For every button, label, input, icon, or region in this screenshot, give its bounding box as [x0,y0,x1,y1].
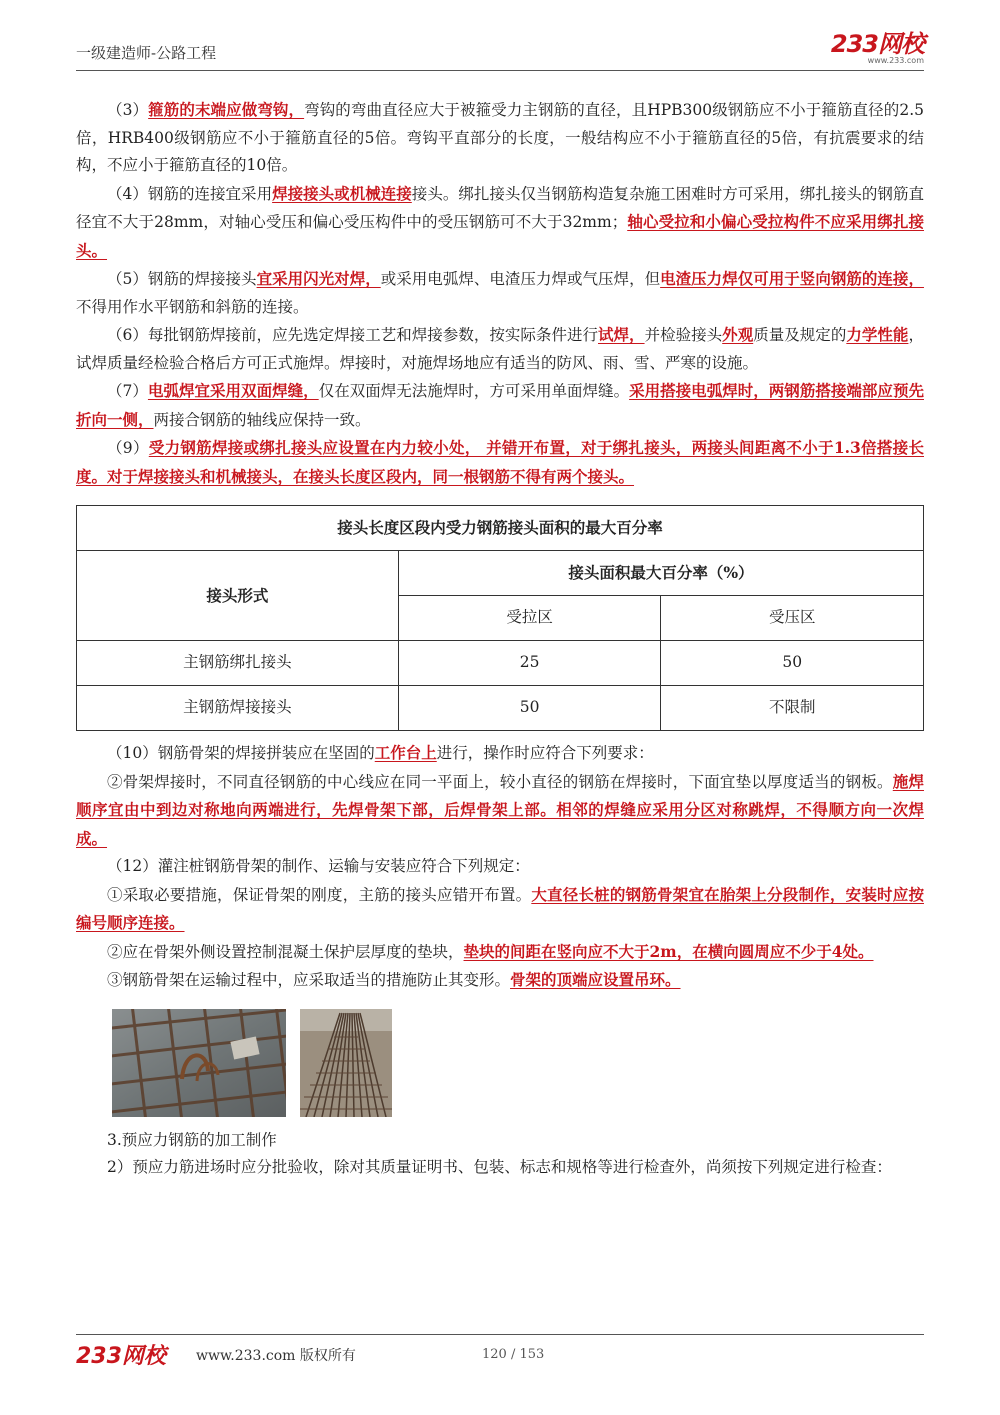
body-text: ，试焊质量经检验合格后方可正式施焊。焊接时，对施焊场地应有适当的防风、雨、雪、严寒的设施。 [76,326,924,372]
highlight: 轴心受拉和小偏心受拉构件不应采用绑扎接头。 [76,212,924,260]
body-text: （5）钢筋的焊接接头 [107,270,257,288]
cell-tension: 25 [398,641,661,686]
paragraph-10 [76,739,924,768]
body-text: 两接合钢筋的轴线应保持一致。 [153,410,371,429]
body-text: （9） [107,439,149,457]
rebar-mesh-photo [112,1009,286,1117]
paragraph-7 [76,377,924,434]
paragraph-12-3 [76,966,924,995]
highlight: 采用搭接电弧焊时，两钢筋搭接端部应预先折向一侧， [76,381,924,429]
highlight: 箍筋的末端应做弯钩， [148,100,305,119]
body-text: （12）灌注桩钢筋骨架的制作、运输与安装应符合下列规定： [107,857,530,875]
cell-joint-type: 主钢筋绑扎接头 [77,641,399,686]
body-text: 2）预应力筋进场时应分批验收，除对其质量证明书、包装、标志和规格等进行检查外，尚须按下列规定进行检查： [107,1158,892,1176]
highlight: 焊接接头或机械连接 [272,183,412,203]
paragraph-prestress-2 [76,1154,924,1182]
joint-percentage-table [76,505,924,731]
header-compression-zone: 受压区 [661,596,924,641]
highlight: 工作台上 [374,743,437,762]
highlight: 宜采用闪光对焊， [256,269,381,288]
highlight: 垫块的间距在竖向应不大于2m，在横向圆周应不少于4处。 [463,941,874,961]
body-text: ②骨架焊接时，不同直径钢筋的中心线应在同一平面上，较小直径的钢筋在焊接时，下面宜垫以厚度适当的钢板。 [107,772,893,791]
document-body [76,96,924,1182]
body-text: ②应在骨架外侧设置控制混凝土保护层厚度的垫块， [107,942,464,961]
body-text: 进行，操作时应符合下列要求： [436,744,654,762]
header-max-percentage: 接头面积最大百分率（%） [398,551,923,596]
page-footer [76,1334,924,1375]
highlight: 外观 [722,325,754,344]
para-number: （3） [107,101,149,119]
paragraph-12 [76,853,924,881]
highlight: 受力钢筋焊接或绑扎接头应设置在内力较小处， 并错开布置，对于绑扎接头，两接头间距离不小于1.3倍搭接长度。对于焊接接头和机械接头，在接头长度区段内，同一根钢筋不得有两个接头。 [76,438,924,486]
rebar-cage-photo [300,1009,392,1117]
cell-tension: 50 [398,686,661,731]
body-text: 并检验接头 [644,326,723,344]
body-text: 质量及规定的 [753,326,847,344]
brand-logo [831,32,924,66]
highlight: 施焊顺序宜由中到边对称地向两端进行，先焊骨架下部，后焊骨架上部。相邻的焊缝应采用分区对称跳焊，不得顺方向一次焊成。 [76,771,924,848]
photo-strip [76,1003,924,1123]
body-text: 不得用作水平钢筋和斜筋的连接。 [76,297,309,316]
header-tension-zone: 受拉区 [398,596,661,641]
highlight: 力学性能 [846,325,909,344]
highlight: 大直径长桩的钢筋骨架宜在胎架上分段制作，安装时应按编号顺序连接。 [76,884,924,932]
body-text: 弯钩的弯曲直径应大于被箍受力主钢筋的直径，且HPB300级钢筋应不小于箍筋直径的2.5倍，HRB400级钢筋应不小于箍筋直径的5倍。弯钩平直部分的长度，一般结构应不小于箍筋直径的5倍，有抗震要求的结构，不应小于箍筋直径的10倍。 [76,101,924,174]
logo-text: 233网校 [830,30,924,58]
table-row [77,641,924,686]
table-caption: 接头长度区段内受力钢筋接头面积的最大百分率 [77,506,924,551]
cell-compression: 不限制 [661,686,924,731]
body-text: （4）钢筋的连接宜采用 [107,184,273,203]
paragraph-6 [76,321,924,377]
paragraph-10-2 [76,768,924,854]
body-text: （10）钢筋骨架的焊接拼装应在坚固的 [107,744,375,762]
body-text: （6）每批钢筋焊接前，应先选定焊接工艺和焊接参数，按实际条件进行 [107,326,598,344]
header-title: 一级建造师-公路工程 [76,44,217,62]
paragraph-5 [76,265,924,321]
paragraph-9 [76,434,924,491]
body-text: 接头。绑扎接头仅当钢筋构造复杂施工困难时方可采用，绑扎接头的钢筋直径宜不大于28mm，对轴心受压和偏心受压构件中的受压钢筋可不大于32mm； [76,184,924,231]
highlight: 试焊， [598,325,645,344]
logo-url: www.233.com [867,56,924,65]
footer-logo: 233网校 [76,1344,166,1369]
highlight: 电弧焊宜采用双面焊缝， [147,381,319,400]
body-text: 3.预应力钢筋的加工制作 [107,1130,277,1149]
body-text: 或采用电弧焊、电渣压力焊或气压焊，但 [380,270,661,288]
paragraph-12-1 [76,881,924,938]
header-joint-type: 接头形式 [77,551,399,641]
cell-joint-type: 主钢筋焊接接头 [77,686,399,731]
table-row [77,686,924,731]
section-heading-3 [76,1127,924,1155]
body-text: ③钢筋骨架在运输过程中，应采取适当的措施防止其变形。 [107,971,511,989]
footer-copyright: www.233.com 版权所有 [196,1348,356,1364]
paragraph-4 [76,180,924,266]
highlight: 骨架的顶端应设置吊环。 [510,970,681,989]
body-text: 仅在双面焊无法施焊时，方可采用单面焊缝。 [318,382,630,400]
page-number: 120 / 153 [482,1347,545,1362]
highlight: 电渣压力焊仅可用于竖向钢筋的连接， [660,269,924,288]
cell-compression: 50 [661,641,924,686]
body-text: ①采取必要措施，保证骨架的刚度，主筋的接头应错开布置。 [107,885,532,904]
paragraph-12-2 [76,938,924,967]
body-text: （7） [107,382,148,400]
page-header [76,30,924,71]
paragraph-3 [76,96,924,180]
